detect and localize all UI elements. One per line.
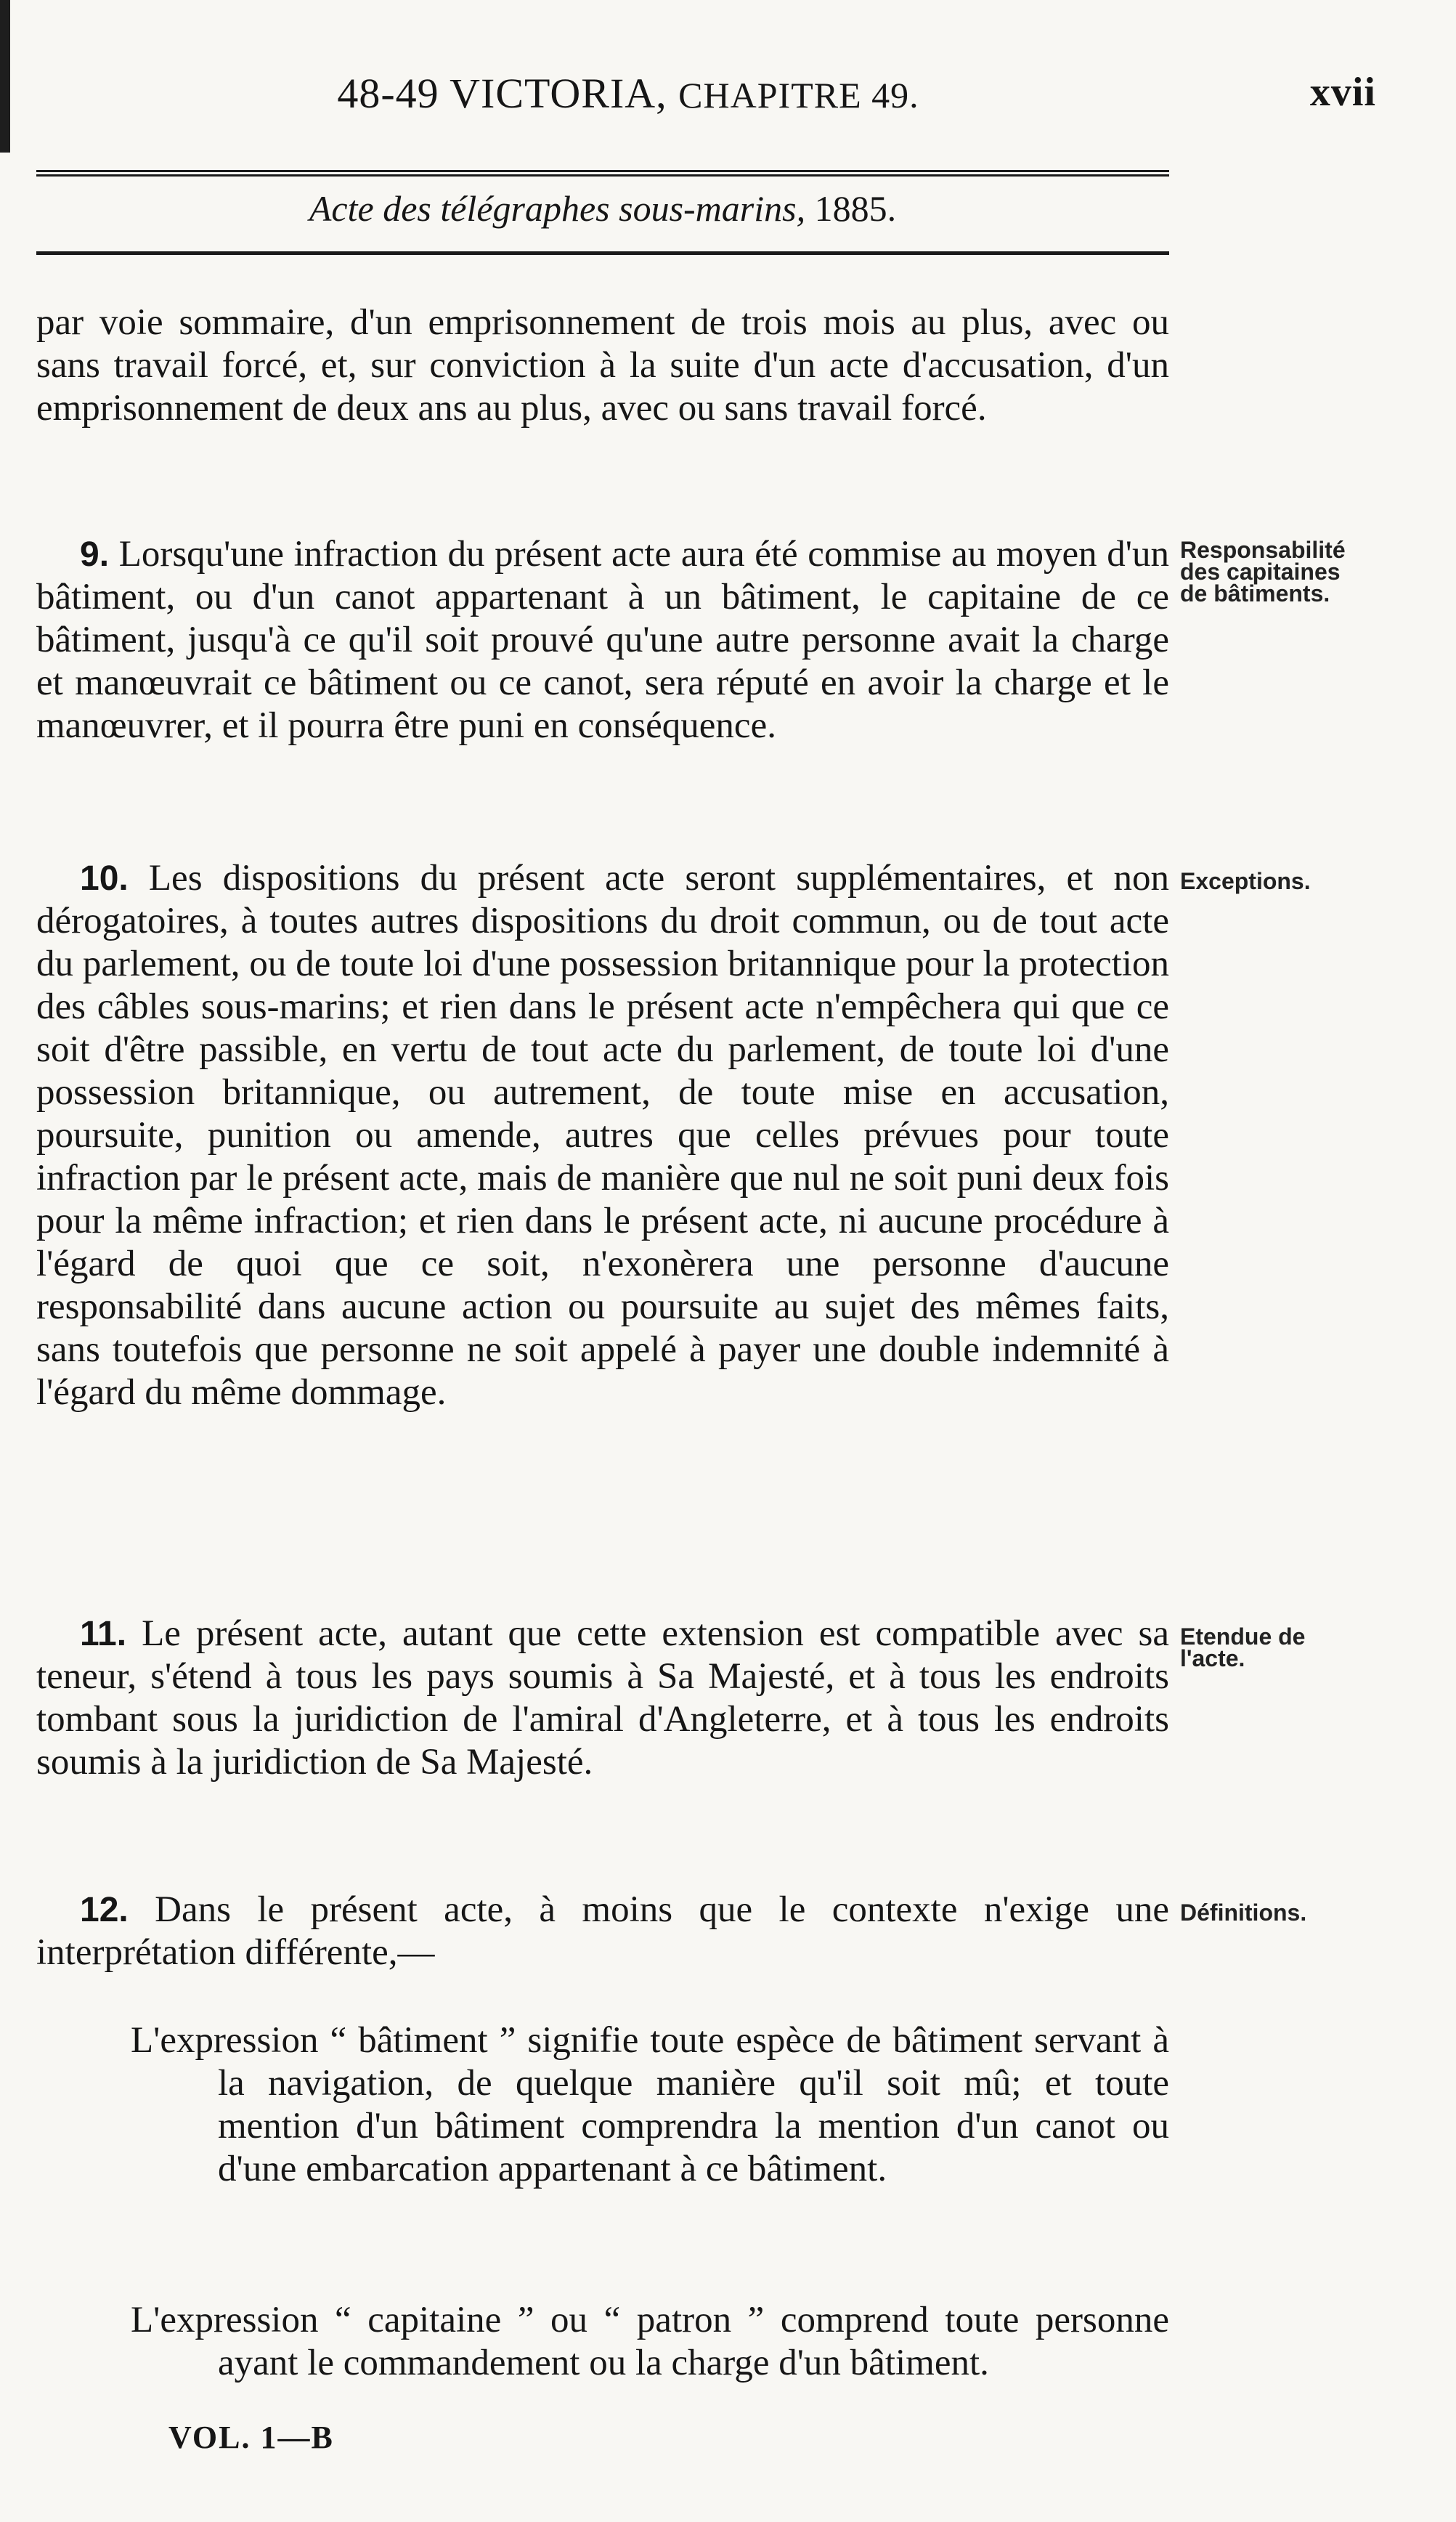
header-rule-top-2 (36, 174, 1169, 177)
page-number: xvii (1309, 70, 1376, 115)
paragraph-intro (36, 301, 1169, 430)
paragraph-text: par voie sommaire, d'un emprisonnement de trois mois au plus, avec ou sans travail forcé, et, sur conviction à la suite d'un acte d'accusation, d'un emprisonnement de deux ans au plus, avec ou sans travail forcé. (36, 302, 1169, 429)
section-number: 9. (80, 535, 110, 574)
act-year: 1885. (814, 188, 897, 229)
section-number: 10. (80, 859, 129, 898)
section-9 (36, 533, 1169, 747)
margin-note-s11: Etendue de l'acte. (1180, 1623, 1306, 1671)
margin-note-s10: Exceptions. (1180, 868, 1311, 894)
definition-text: L'expression “ bâtiment ” signifie toute espèce de bâtiment servant à la navigation, de quelque manière qu'il soit mû; et toute mention d'un bâtiment comprendra la mention d'un canot ou d'une embarcation appartenant à ce bâtiment. (131, 2020, 1169, 2189)
header-rule-bottom (36, 251, 1169, 255)
act-short-title-text: Acte des télégraphes sous-marins, (309, 188, 806, 229)
running-head (0, 69, 1456, 134)
section-10-paragraph (36, 857, 1169, 1414)
section-12-paragraph (36, 1889, 1169, 1974)
definition-batiment (36, 2019, 1169, 2191)
act-citation: 48-49 VICTORIA, (337, 70, 667, 117)
chapter-label: CHAPITRE 49. (678, 75, 919, 115)
signature-text: VOL. 1—B (168, 2420, 334, 2455)
section-number: 11. (80, 1615, 127, 1653)
section-text: Le présent acte, autant que cette extension est compatible avec sa teneur, s'étend à tous les pays soumis à Sa Majesté, et à tous les endroits tombant sous la juridiction de l'amiral d'Angleterre, et à tous les endroits soumis à la juridiction de Sa Majesté. (36, 1613, 1169, 1783)
section-12 (36, 1889, 1169, 1974)
header-rule-top (36, 170, 1169, 172)
section-text: Lorsqu'une infraction du présent acte aura été commise au moyen d'un bâtiment, ou d'un canot appartenant à un bâtiment, le capitaine de ce bâtiment, jusqu'à ce qu'il soit prouvé qu'une autre personne avait la charge et manœuvrait ce bâtiment ou ce canot, sera réputé en avoir la charge et le manœuvrer, et il pourra être puni en conséquence. (36, 534, 1169, 746)
act-short-title (36, 187, 1169, 230)
section-11-paragraph (36, 1613, 1169, 1784)
section-text: Les dispositions du présent acte seront supplémentaires, et non dérogatoires, à toutes autres dispositions du droit commun, ou de tout acte du parlement, ou de toute loi d'une possession britannique pour la protection des câbles sous-marins; et rien dans le présent acte n'empêchera qui que ce soit d'être passible, en vertu de tout acte du parlement, de toute loi d'une possession britannique, ou autrement, de toute mise en accusation, poursuite, punition ou amende, autres que celles prévues pour toute infraction par le présent acte, mais de manière que nul ne soit puni deux fois pour la même infraction; et rien dans le présent acte, ni aucune procédure à l'égard de quoi que ce soit, n'exonèrera une personne d'aucune responsabilité dans aucune action ou poursuite au sujet des mêmes faits, sans toutefois que personne ne soit appelé à payer une double indemnité à l'égard du même dommage. (36, 858, 1169, 1413)
section-number: 12. (80, 1891, 129, 1929)
signature-mark (168, 2419, 334, 2456)
running-head-title (240, 69, 1017, 118)
margin-note-s12: Définitions. (1180, 1899, 1307, 1926)
definition-capitaine (36, 2299, 1169, 2385)
section-10 (36, 857, 1169, 1414)
section-9-paragraph (36, 533, 1169, 747)
margin-note-s9: Responsabilité des capitaines de bâtiments. (1180, 537, 1346, 607)
definition-text: L'expression “ capitaine ” ou “ patron ” comprend toute personne ayant le commandement ou la charge d'un bâtiment. (131, 2300, 1169, 2383)
section-11 (36, 1613, 1169, 1784)
section-text: Dans le présent acte, à moins que le contexte n'exige une interprétation différente,— (36, 1889, 1170, 1973)
